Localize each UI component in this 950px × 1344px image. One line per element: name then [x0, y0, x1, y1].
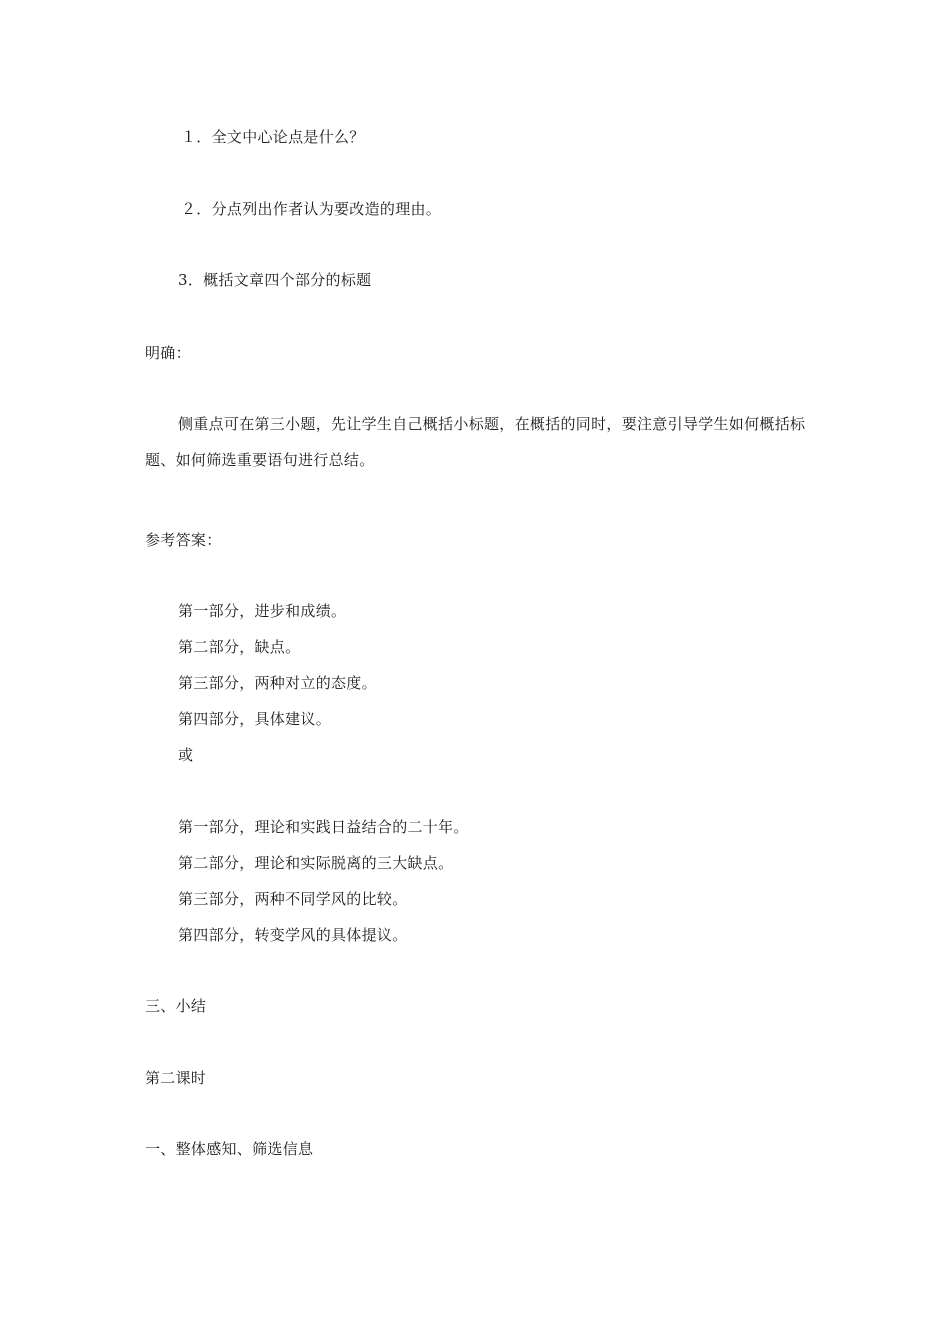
clarify-label: 明确：	[145, 344, 191, 362]
question-2: ２．分点列出作者认为要改造的理由。	[181, 200, 442, 218]
answer-a-item: 第二部分，缺点。	[178, 638, 301, 656]
answer-b-item: 第一部分，理论和实践日益结合的二十年。	[178, 818, 469, 836]
reference-answer-label: 参考答案：	[145, 531, 222, 549]
second-lesson-heading: 第二课时	[145, 1069, 207, 1087]
answer-b-item: 第二部分，理论和实际脱离的三大缺点。	[178, 854, 454, 872]
question-1: １．全文中心论点是什么？	[181, 128, 365, 146]
answer-b-item: 第四部分，转变学风的具体提议。	[178, 926, 408, 944]
summary-heading: 三、小结	[145, 997, 207, 1015]
answer-a-item: 第三部分，两种对立的态度。	[178, 674, 377, 692]
section-one-heading: 一、整体感知、筛选信息	[145, 1140, 314, 1158]
or-label: 或	[178, 746, 194, 764]
answer-a-item: 第一部分，进步和成绩。	[178, 602, 347, 620]
answer-a-item: 第四部分，具体建议。	[178, 710, 332, 728]
clarify-paragraph: 侧重点可在第三小题，先让学生自己概括小标题，在概括的同时，要注意引导学生如何概括标题、如何筛选重要语句进行总结。	[145, 415, 806, 469]
question-3: 3．概括文章四个部分的标题	[178, 271, 372, 289]
answer-b-item: 第三部分，两种不同学风的比较。	[178, 890, 408, 908]
